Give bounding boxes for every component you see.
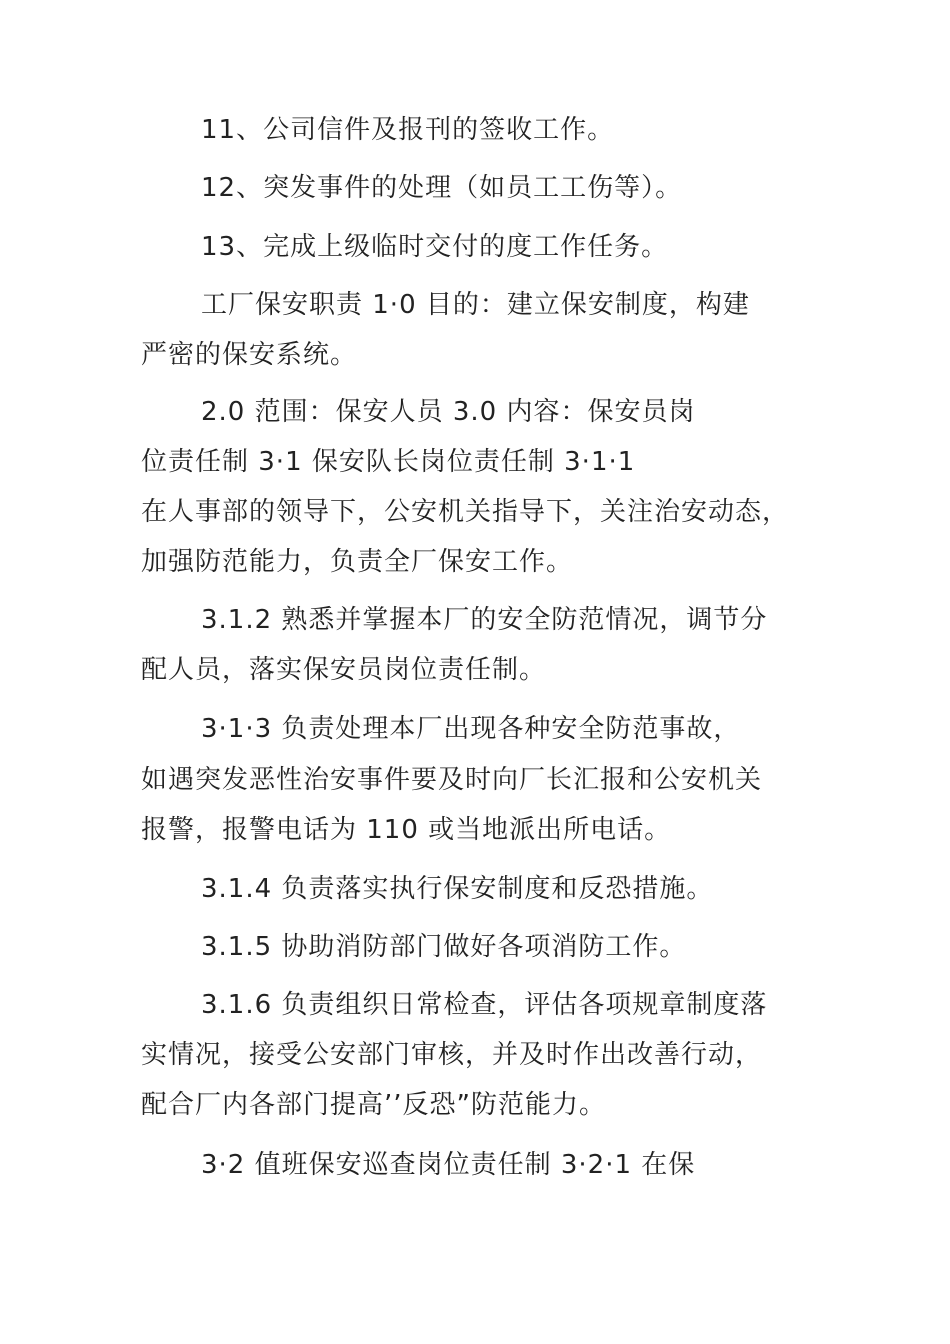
text-line: 13、完成上级临时交付的度工作任务。 — [201, 232, 669, 262]
text-line: 11、公司信件及报刊的签收工作。 — [201, 115, 615, 145]
text-line: 工厂保安职责 1·0 目的：建立保安制度，构建 — [201, 290, 750, 320]
text-line: 3.1.4 负责落实执行保安制度和反恐措施。 — [201, 874, 714, 904]
text-line: 3·2 值班保安巡查岗位责任制 3·2·1 在保 — [201, 1150, 696, 1180]
text-line: 配合厂内各部门提高’’反恐”防范能力。 — [141, 1090, 606, 1120]
text-line: 加强防范能力，负责全厂保安工作。 — [141, 547, 574, 577]
text-line: 如遇突发恶性治安事件要及时向厂长汇报和公安机关 — [141, 765, 763, 795]
text-line: 配人员，落实保安员岗位责任制。 — [141, 655, 547, 685]
text-line: 2.0 范围：保安人员 3.0 内容：保安员岗 — [201, 397, 696, 427]
text-line: 严密的保安系统。 — [141, 340, 358, 370]
text-line: 实情况，接受公安部门审核，并及时作出改善行动， — [141, 1040, 763, 1070]
text-line: 在人事部的领导下，公安机关指导下，关注治安动态， — [141, 497, 790, 527]
text-line: 3.1.2 熟悉并掌握本厂的安全防范情况，调节分 — [201, 605, 768, 635]
text-line: 3.1.5 协助消防部门做好各项消防工作。 — [201, 932, 687, 962]
text-line: 报警，报警电话为 110 或当地派出所电话。 — [141, 815, 672, 845]
text-line: 位责任制 3·1 保安队长岗位责任制 3·1·1 — [141, 447, 636, 477]
text-line: 3.1.6 负责组织日常检查，评估各项规章制度落 — [201, 990, 768, 1020]
text-line: 12、突发事件的处理（如员工工伤等）。 — [201, 173, 683, 203]
text-line: 3·1·3 负责处理本厂出现各种安全防范事故， — [201, 714, 741, 744]
